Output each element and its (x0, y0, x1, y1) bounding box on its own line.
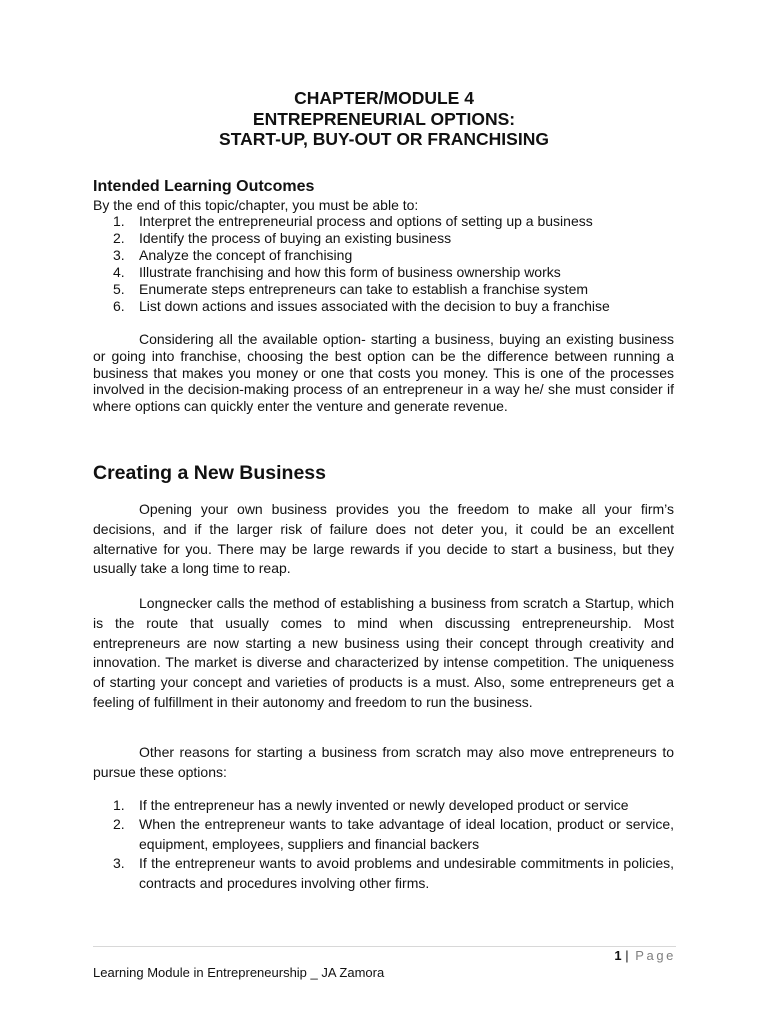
chapter-title-line-3: START-UP, BUY-OUT OR FRANCHISING (219, 129, 549, 149)
reason-number: 1. (113, 797, 125, 813)
chapter-title (0, 88, 768, 150)
reason-text: If the entrepreneur wants to avoid problems and undesirable commitments in policies, contracts and procedures involving other firms. (139, 855, 674, 891)
reason-number: 3. (113, 855, 125, 872)
footer-divider (93, 946, 676, 947)
intro-paragraph (93, 331, 674, 415)
outcomes-heading: Intended Learning Outcomes (93, 178, 315, 195)
body-paragraph (93, 594, 674, 713)
reason-number: 2. (113, 816, 125, 833)
body-paragraph (93, 743, 674, 783)
outcome-number: 4. (113, 263, 125, 280)
outcome-number: 2. (113, 229, 125, 246)
outcome-number: 3. (113, 246, 125, 263)
body-paragraph-text: Longnecker calls the method of establishing a business from scratch a Startup, which is the route that usually comes to mind when discussing entrepreneurship. Most entrepreneurs are now starting a new business using their concept through creativity and innovation. The market is diverse and characterized by intense competition. The uniqueness of starting your concept and varieties of products is a must. Also, some entrepreneurs get a feeling of fulfillment in their autonomy and freedom to run the business. (93, 595, 674, 710)
body-paragraph-text: Opening your own business provides you the freedom to make all your firm’s decisions, and if the larger risk of failure does not deter you, it could be an excellent alternative for you. There may be large rewards if you decide to start a business, but they usually take a long time to reap. (93, 501, 674, 577)
reason-text: If the entrepreneur has a newly invented or newly developed product or service (139, 797, 629, 813)
chapter-title-line-2: ENTREPRENEURIAL OPTIONS: (252, 108, 516, 129)
section-heading: Creating a New Business (93, 462, 326, 484)
outcome-number: 6. (113, 297, 125, 314)
outcome-text: Identify the process of buying an existing business (139, 229, 452, 246)
page-number (614, 948, 676, 963)
reason-item (93, 854, 674, 893)
outcome-text: List down actions and issues associated with the decision to buy a franchise (139, 297, 610, 314)
footer-text: Learning Module in Entrepreneurship _ JA Zamora (93, 965, 385, 980)
outcome-text: Analyze the concept of franchising (139, 246, 353, 263)
reasons-list (93, 796, 674, 893)
outcome-number: 5. (113, 280, 125, 297)
outcomes-intro: By the end of this topic/chapter, you must be able to: (93, 197, 419, 213)
page-label: Page (635, 948, 676, 963)
outcomes-list (93, 213, 683, 314)
page-number-separator: | (625, 948, 629, 963)
outcome-text: Enumerate steps entrepreneurs can take to establish a franchise system (139, 280, 589, 297)
intro-paragraph-text: Considering all the available option- starting a business, buying an existing business or going into franchise, choosing the best option can be the difference between running a business that makes you money or one that costs you money. This is one of the processes involved in the decision-making process of an entrepreneur in a way he/ she must consider if where options can quickly enter the venture and generate revenue. (93, 331, 674, 415)
outcome-number: 1. (113, 213, 125, 229)
outcome-item (93, 298, 683, 315)
reason-text: When the entrepreneur wants to take advantage of ideal location, product or service, equipment, employees, suppliers and financial backers (139, 816, 674, 852)
body-paragraph-text: Other reasons for starting a business from scratch may also move entrepreneurs to pursue these options: (93, 744, 674, 780)
reason-item (93, 815, 674, 854)
outcome-item (93, 213, 683, 230)
outcome-item (93, 264, 683, 281)
body-paragraph (93, 500, 674, 579)
chapter-title-line-1: CHAPTER/MODULE 4 (294, 88, 474, 108)
outcome-item (93, 281, 683, 298)
page-number-value: 1 (614, 948, 622, 963)
outcome-item (93, 247, 683, 264)
outcome-text: Illustrate franchising and how this form of business ownership works (139, 263, 561, 280)
reason-item (93, 796, 674, 815)
outcome-item (93, 230, 683, 247)
outcome-text: Interpret the entrepreneurial process and options of setting up a business (139, 213, 593, 229)
